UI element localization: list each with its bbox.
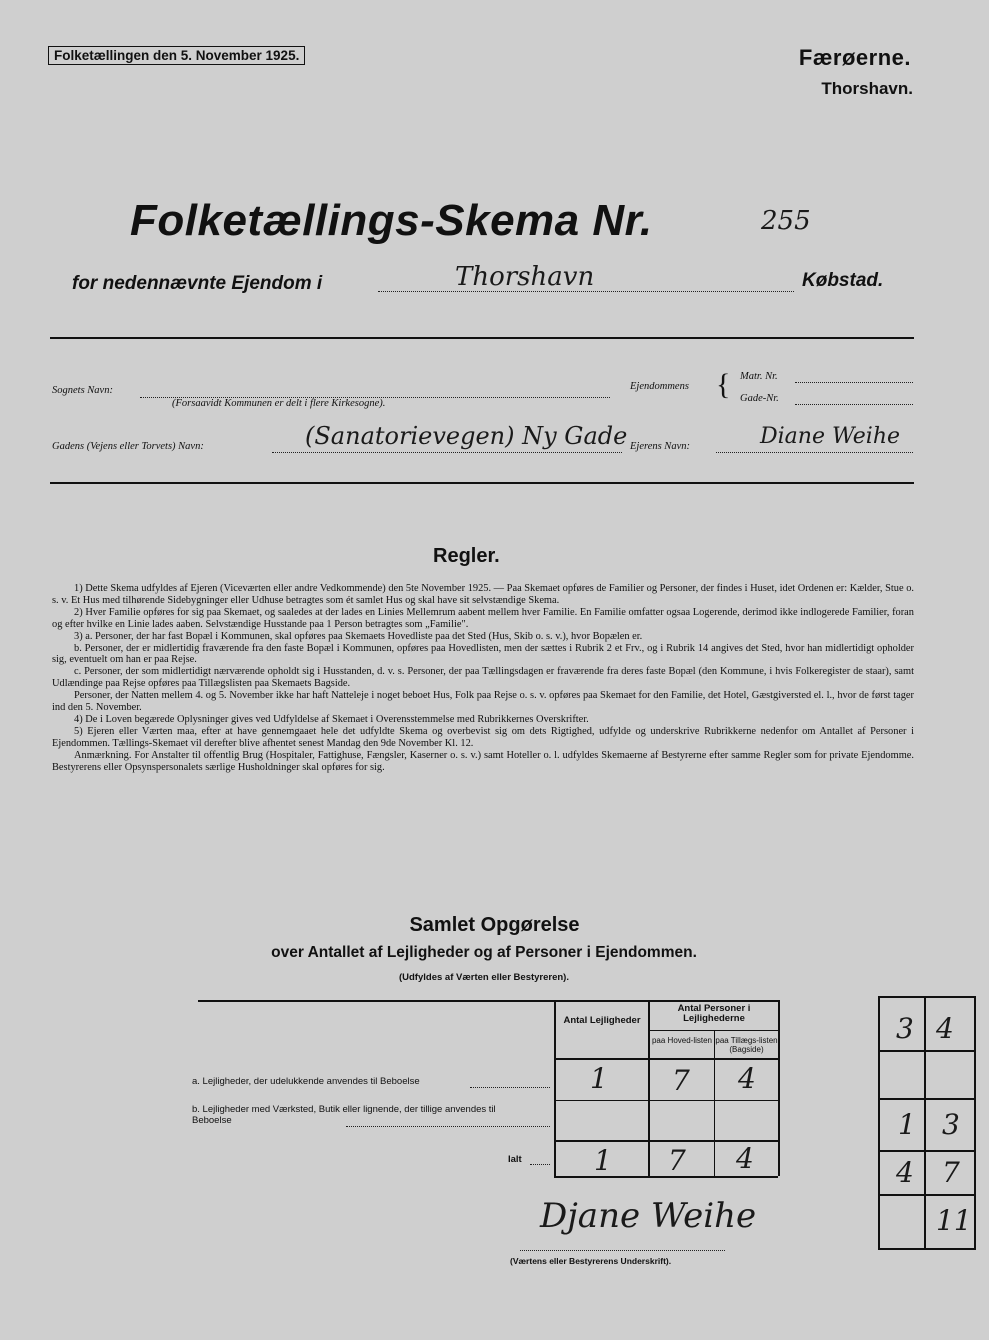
form-number: 255 xyxy=(761,206,811,236)
table-header-rule xyxy=(554,1058,778,1060)
matr-label: Matr. Nr. xyxy=(740,371,778,382)
property-subline: for nedennævnte Ejendom i xyxy=(72,273,323,294)
gade-label: Gade-Nr. xyxy=(740,393,779,404)
tally-cell-6: 3 xyxy=(942,1108,960,1141)
tally-cell-8: 7 xyxy=(942,1156,960,1189)
col-main-header: paa Hoved-listen xyxy=(651,1036,713,1045)
total-label: Ialt xyxy=(508,1154,522,1165)
row-b-label: b. Lejligheder med Værksted, Butik eller lignende, der tillige anvendes til Beboelse xyxy=(192,1104,496,1126)
rule-3c: c. Personer, der som midlertidigt nærværende opholdt sig i Husstanden, d. v. s. Personer, der paa Tællingsdagen er fraværende fra deres faste Bopæl (den Kommune, i hvis Folkeregister de staar), samt Udlændinge paa Rejse opføres paa Tillægslisten paa Skemaets Bagside. xyxy=(52,666,914,690)
total-supp: 4 xyxy=(736,1142,754,1175)
brace: { xyxy=(716,368,731,401)
parish-note: (Forsaavidt Kommunen er delt i flere Kirkesogne). xyxy=(172,398,386,409)
tally-cell-10: 11 xyxy=(936,1204,972,1237)
total-apartments: 1 xyxy=(594,1144,612,1177)
rule-3a: 3) a. Personer, der har fast Bopæl i Kommunen, skal opføres paa Skemaets Hovedliste paa det Sted (Hus, Skib o. s. v.), hvor Bopælen er. xyxy=(74,630,643,642)
tally-cell-2: 4 xyxy=(936,1012,954,1045)
summary-note: (Udfyldes af Værten eller Bestyreren). xyxy=(398,972,569,983)
summary-subheading: over Antallet af Lejligheder og af Personer i Ejendommen. xyxy=(271,944,697,961)
summary-heading: Samlet Opgørelse xyxy=(409,914,580,936)
tally-cell-1: 3 xyxy=(896,1012,914,1045)
tally-cell-7: 4 xyxy=(896,1156,914,1189)
table-persons-rule xyxy=(648,1030,778,1031)
town-type-label: Købstad. xyxy=(802,270,884,291)
tally-hline-4 xyxy=(878,1194,974,1196)
form-title: Folketællings-Skema Nr. xyxy=(130,196,653,245)
parish-label: Sognets Navn: xyxy=(52,385,113,396)
rule-5: 5) Ejeren eller Værten maa, efter at have gennemgaaet hele det udfyldte Skema og overbevist sig om dets Rigtighed, udfylde og underskrive Rubrikkerne nedenfor om Antallet af Personer i Ejendommen. Tællings-Skemaet vil derefter blive afhentet senest Mandag den 9de November Kl. 12. xyxy=(52,725,914,749)
row-a-label: a. Lejligheder, der udelukkende anvendes til Beboelse xyxy=(192,1076,420,1087)
property-label: Ejendommens xyxy=(630,381,689,392)
row-a-main: 7 xyxy=(672,1064,690,1097)
table-bottom-rule xyxy=(554,1176,778,1178)
table-vline-2 xyxy=(648,1000,650,1176)
country-label: Færøerne. xyxy=(798,45,911,70)
signature: Djane Weihe xyxy=(540,1196,757,1236)
col-supp-header: paa Tillægs-listen (Bagside) xyxy=(715,1036,778,1054)
rule-note: Anmærkning. For Anstalter til offentlig Brug (Hospitaler, Fattighuse, Fængsler, Kaserner o. s. v.) samt Hoteller o. l. udfyldes Skemaerne af Bestyrerne efter samme Regler som for private Ejendomme. Bestyrerens eller Opsynspersonalets særlige Husholdninger skal opføres for sig. xyxy=(52,749,914,773)
rule-3b: b. Personer, der er midlertidig fraværende fra den faste Bopæl i Kommunen, opføres paa Hovedlisten, men der sættes i Rubrik 2 et Frv., og i Rubrik 14 angives det Sted, hvor han midlertidigt opholder sig, eventuelt om han er paa Rejse. xyxy=(52,642,914,666)
top-divider xyxy=(50,337,914,339)
total-main: 7 xyxy=(668,1144,686,1177)
rules-text xyxy=(52,583,914,774)
rule-1: 1) Dette Skema udfyldes af Ejeren (Viceværten eller andre Vedkommende) den 5te November 1925. — Paa Skemaet opføres de Familier og Personer, der findes i Huset, idet Ordenen er: Kælder, Stue o. s. v. Et Hus med tilhørende Sidebygninger eller Udhuse betragtes som ét samlet Hus og skal have sit selvstændige Skema. xyxy=(52,583,914,606)
tally-hline-1 xyxy=(878,1050,974,1052)
city-handwritten: Thorshavn xyxy=(455,262,595,292)
fields-divider xyxy=(50,482,914,484)
tally-vline xyxy=(924,996,926,1248)
rules-heading: Regler. xyxy=(433,545,500,567)
tally-hline-2 xyxy=(878,1098,974,1100)
signature-caption: (Værtens eller Bestyrerens Underskrift). xyxy=(510,1256,672,1266)
col-persons-header: Antal Personer i Lejlighederne xyxy=(677,1003,751,1024)
tally-cell-5: 1 xyxy=(898,1108,916,1141)
table-row-rule-1 xyxy=(554,1100,778,1101)
owner-value: Diane Weihe xyxy=(760,424,901,449)
census-date-box: Folketællingen den 5. November 1925. xyxy=(48,46,305,65)
table-vline-1 xyxy=(554,1000,556,1176)
col-apartments-header: Antal Lejligheder xyxy=(563,1015,641,1026)
table-vline-4 xyxy=(778,1000,780,1176)
rule-night: Personer, der Natten mellem 4. og 5. November ikke har haft Natteleje i noget beboet Hus, Folk paa Rejse o. s. v. opføres paa Skemaet for den Familie, det Hotel, Gæstgiversted el. l., hvor de først tager ind den 5. November. xyxy=(52,690,914,714)
city-label: Thorshavn. xyxy=(821,79,913,98)
street-label: Gadens (Vejens eller Torvets) Navn: xyxy=(52,441,204,452)
rule-2: 2) Hver Familie opføres for sig paa Skemaet, og saaledes at der lades en Linies Mellemrum aabent mellem hver Familie. En Familie omfatter ogsaa Logerende, derimod ikke indlogerede Familier, foran og efter hvilke en Linie lades aaben. Selvstændige Husstande paa 1 Person betragtes som „Familie". xyxy=(52,606,914,630)
row-a-apartments: 1 xyxy=(590,1062,608,1095)
row-a-supp: 4 xyxy=(738,1062,756,1095)
table-top-rule xyxy=(198,1000,778,1002)
street-value: (Sanatorievegen) Ny Gade xyxy=(305,422,628,450)
owner-label: Ejerens Navn: xyxy=(630,441,690,452)
rule-4: 4) De i Loven begærede Oplysninger gives ved Udfyldelse af Skemaet i Overensstemmelse med Rubrikkernes Overskrifter. xyxy=(74,713,589,725)
tally-hline-3 xyxy=(878,1150,974,1152)
